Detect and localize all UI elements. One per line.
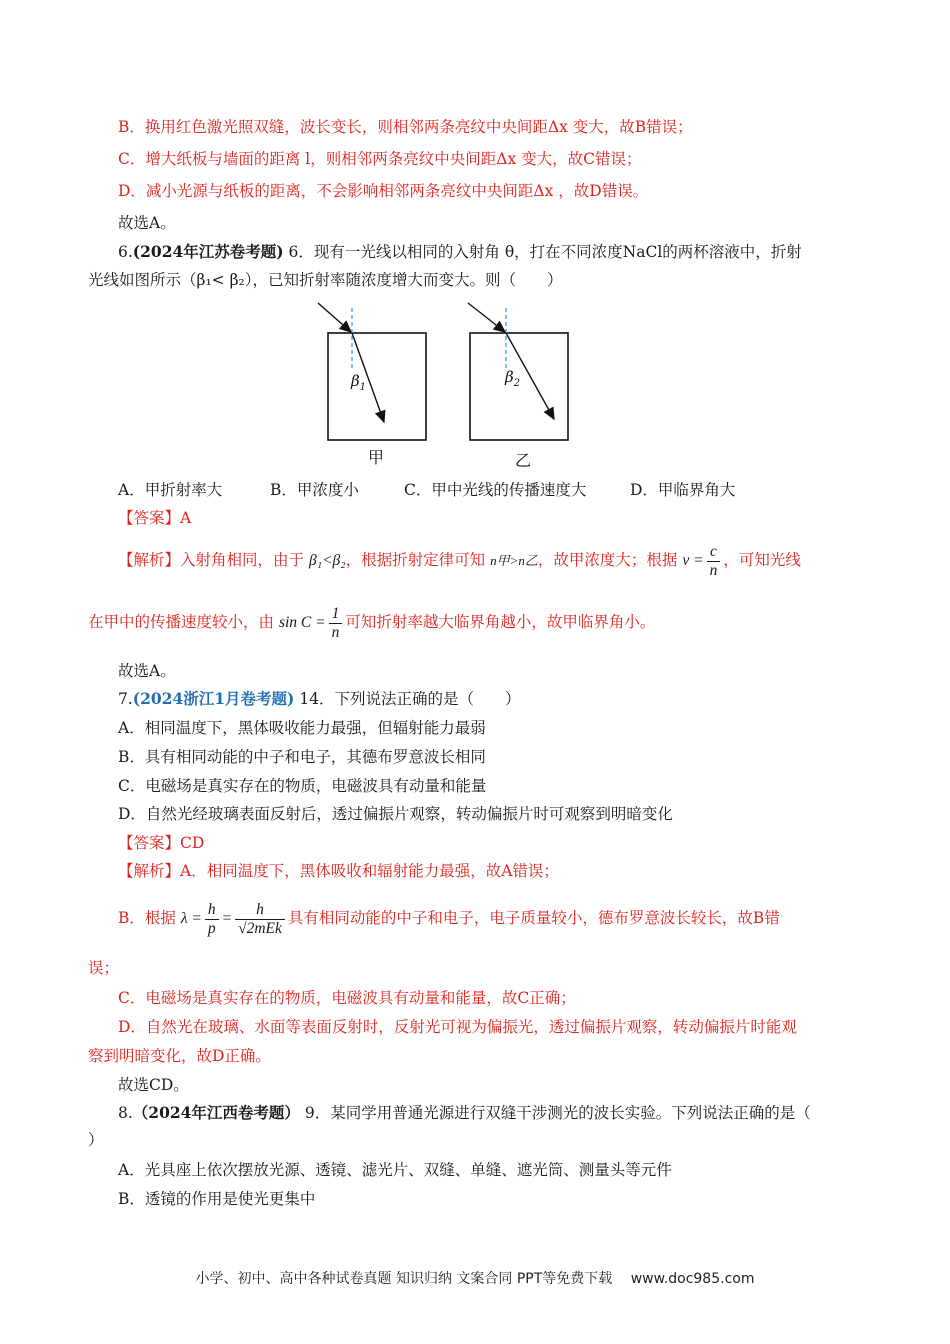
option-d: D．自然光经玻璃表面反射后，透过偏振片观察，转动偏振片时可观察到明暗变化 <box>118 805 673 823</box>
option-c: C．电磁场是真实存在的物质，电磁波具有动量和能量 <box>118 777 487 795</box>
math-n-compare: n甲>n乙 <box>490 553 538 568</box>
analysis-option-d: D．减小光源与纸板的距离，不会影响相邻两条亮纹中央间距Δx ，故D错误。 <box>118 182 649 200</box>
analysis-line-2: 在甲中的传播速度较小，由 sin C = $\frac{1}{n}$ 可知折射率越大临界角越小，故甲临界角小。 <box>88 604 656 641</box>
answer-label: 【答案】 <box>118 834 181 852</box>
math-v-lhs: v = <box>682 552 704 569</box>
option-a: A．光具座上依次摆放光源、透镜、滤光片、双缝、单缝、遮光筒、测量头等元件 <box>118 1161 672 1179</box>
choice-conclusion: 故选A。 <box>118 662 176 680</box>
analysis-line-b: B．根据 λ = $\frac{h}{p}$ = $\frac{h}{\text{√2mEk}}$ 具有相同动能的中子和电子，电子质量较小，德布罗意波长较长，故B错 <box>118 900 780 937</box>
option-b: B．具有相同动能的中子和电子，其德布罗意波长相同 <box>118 748 486 766</box>
option-a: A．甲折射率大 <box>118 481 223 499</box>
analysis-label: 【解析】 <box>118 551 181 569</box>
question-source: (2024年江苏卷考题) <box>132 242 284 261</box>
question-stem: 9．某同学用普通光源进行双缝干涉测光的波长实验。下列说法正确的是（ <box>304 1104 811 1122</box>
math-beta-compare: β₁<β₂ <box>308 552 346 569</box>
angle-label-left: $\beta_1$ <box>351 372 367 393</box>
label-jia: 甲 <box>368 448 385 467</box>
refraction-figure <box>300 300 600 472</box>
analysis-option-c: C．增大纸板与墙面的距离 l，则相邻两条亮纹中央间距Δx 变大，故C错误； <box>118 150 642 168</box>
analysis-line-a: 【解析】A．相同温度下，黑体吸收和辐射能力最强，故A错误； <box>118 862 559 880</box>
incident-ray-right <box>468 303 505 332</box>
answer-value: CD <box>180 834 205 852</box>
analysis-label: 【解析】 <box>118 862 181 880</box>
question-7-header <box>118 688 521 710</box>
analysis-line-d: D．自然光在玻璃、水面等表面反射时，反射光可视为偏振光，透过偏振片观察，转动偏振片时能观 <box>118 1018 797 1036</box>
option-d: D．甲临界角大 <box>630 481 736 499</box>
math-h-over-sqrt: $\frac{h}{\text{√2mEk}}$ <box>235 901 285 938</box>
question-stem-continued: ） <box>88 1131 104 1149</box>
choice-conclusion: 故选A。 <box>118 214 176 232</box>
math-h-over-p: $\frac{h}{p}$ <box>205 901 219 938</box>
analysis-line-1: 【解析】入射角相同，由于 β₁<β₂，根据折射定律可知 n甲>n乙，故甲浓度大；根据 v = $\frac{c}{n}$ ，可知光线 <box>118 542 801 579</box>
answer-label: 【答案】 <box>118 509 181 527</box>
choice-conclusion: 故选CD。 <box>118 1076 189 1094</box>
math-sinc-lhs: sin C = <box>278 614 326 631</box>
question-source: （2024年江西卷考题） <box>132 1103 300 1122</box>
answer-value: A <box>180 509 192 527</box>
beaker-left <box>328 333 426 440</box>
math-lambda-lhs: λ = <box>180 910 202 927</box>
answer-line <box>118 832 204 854</box>
label-yi: 乙 <box>515 451 532 470</box>
page-footer: 小学、初中、高中各种试卷真题 知识归纳 文案合同 PPT等免费下载 www.doc985.com <box>195 1271 755 1287</box>
math-c-over-n: $\frac{c}{n}$ <box>707 543 721 580</box>
answer-line <box>118 507 191 529</box>
analysis-line-d-continued: 察到明暗变化，故D正确。 <box>88 1047 271 1065</box>
option-b: B．甲浓度小 <box>270 481 359 499</box>
question-number: 8. <box>118 1104 133 1122</box>
question-number: 7. <box>118 690 133 708</box>
question-6-header <box>118 241 802 263</box>
math-1-over-n: $\frac{1}{n}$ <box>329 605 343 642</box>
question-source: (2024浙江1月卷考题) <box>132 689 295 708</box>
option-c: C．甲中光线的传播速度大 <box>404 481 587 499</box>
angle-label-right: $\beta_2$ <box>505 368 521 389</box>
question-stem-continued: 光线如图所示（β₁< β₂），已知折射率随浓度增大而变大。则（ ） <box>88 271 563 289</box>
analysis-line-c: C．电磁场是真实存在的物质，电磁波具有动量和能量，故C正确； <box>118 989 576 1007</box>
analysis-option-b: B．换用红色激光照双缝，波长变长，则相邻两条亮纹中央间距Δx 变大，故B错误； <box>118 118 693 136</box>
question-8-header <box>118 1102 811 1124</box>
incident-ray-left <box>318 303 351 332</box>
option-a: A．相同温度下，黑体吸收能力最强，但辐射能力最弱 <box>118 719 486 737</box>
question-number: 6. <box>118 243 133 261</box>
question-stem: 14．下列说法正确的是（ ） <box>299 690 521 708</box>
analysis-line-b-continued: 误； <box>88 959 120 977</box>
question-stem: 6．现有一光线以相同的入射角 θ，打在不同浓度NaCl的两杯溶液中，折射 <box>288 243 802 261</box>
option-b: B．透镜的作用是使光更集中 <box>118 1190 316 1208</box>
